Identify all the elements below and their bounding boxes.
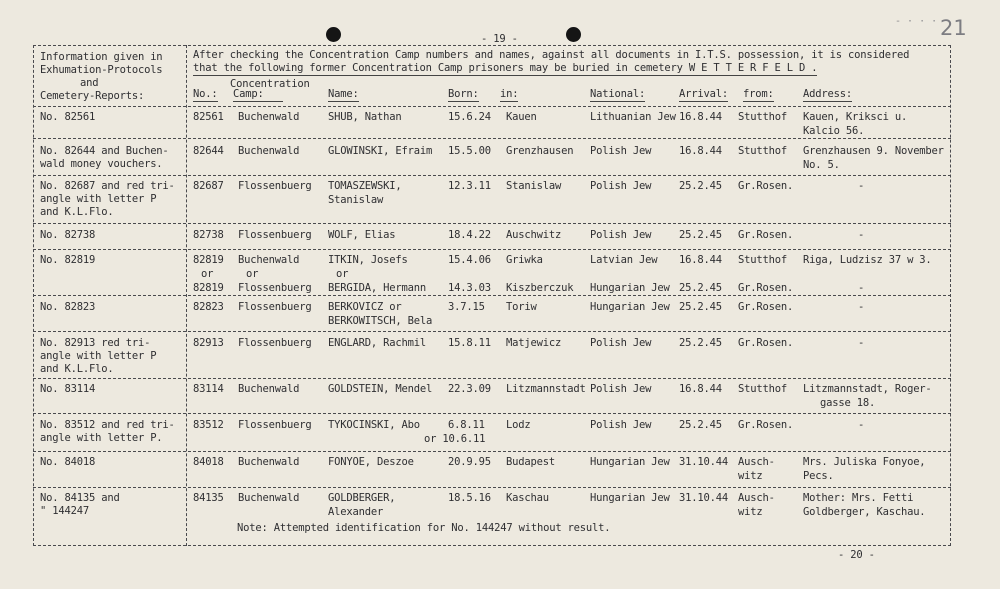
column-header-camp: Camp: [233, 88, 283, 102]
field-camp: or [246, 268, 259, 280]
field-born: 22.3.09 [448, 383, 491, 395]
column-header-from: from: [743, 88, 774, 100]
field-name: or [336, 268, 349, 280]
field-no: 84135 [193, 492, 224, 504]
field-born: 18.5.16 [448, 492, 491, 504]
field-in: Lodz [506, 419, 531, 431]
field-arrival: 31.10.44 [679, 456, 728, 468]
field-no: 82819 [193, 282, 224, 294]
column-header-in: in: [500, 88, 519, 100]
field-born: 20.9.95 [448, 456, 491, 468]
column-header-arrival: Arrival: [679, 88, 728, 100]
field-in: Auschwitz [506, 229, 562, 241]
field-camp: Buchenwald [238, 145, 300, 157]
evidence-reference: " 144247 [40, 505, 89, 517]
evidence-reference: wald money vouchers. [40, 158, 163, 170]
field-no: or [201, 268, 214, 280]
field-national: Polish Jew [590, 229, 652, 241]
evidence-reference: No. 82644 and Buchen- [40, 145, 169, 157]
field-arrival: 25.2.45 [679, 301, 722, 313]
top-page-number: - 19 - [481, 33, 518, 45]
field-no: 82913 [193, 337, 224, 349]
field-in: Toriw [506, 301, 537, 313]
field-in: Stanislaw [506, 180, 562, 192]
field-no: 82561 [193, 111, 224, 123]
field-address: gasse 18. [820, 397, 876, 409]
field-name: GOLDBERGER, [328, 492, 396, 504]
field-name: ITKIN, Josefs [328, 254, 408, 266]
field-national: Polish Jew [590, 419, 652, 431]
field-name: Alexander [328, 506, 384, 518]
field-address: - [858, 229, 865, 241]
field-address: No. 5. [803, 159, 840, 171]
field-in: Budapest [506, 456, 555, 468]
field-born: 15.5.00 [448, 145, 491, 157]
corner-page-number: 21 [940, 16, 967, 40]
column-header-national: National: [590, 88, 646, 100]
field-address: Kalcio 56. [803, 125, 865, 137]
field-no: 83114 [193, 383, 224, 395]
field-from: Stutthof [738, 111, 787, 123]
field-from: Stutthof [738, 254, 787, 266]
evidence-reference: No. 82913 red tri- [40, 337, 151, 349]
field-no: 82819 [193, 254, 224, 266]
field-arrival: 25.2.45 [679, 229, 722, 241]
evidence-reference: No. 84135 and [40, 492, 120, 504]
bottom-border [33, 545, 951, 546]
field-address: - [858, 419, 865, 431]
field-address: Litzmannstadt, Roger- [803, 383, 932, 395]
header-left-line: and [80, 77, 99, 89]
field-born: 15.4.06 [448, 254, 491, 266]
field-address: - [858, 337, 865, 349]
row-divider [33, 138, 951, 139]
field-camp: Flossenbuerg [238, 282, 312, 294]
field-from: Gr.Rosen. [738, 282, 794, 294]
field-camp: Buchenwald [238, 456, 300, 468]
field-born: or 10.6.11 [424, 433, 486, 445]
field-arrival: 25.2.45 [679, 282, 722, 294]
row-divider [33, 413, 951, 414]
field-national: Polish Jew [590, 383, 652, 395]
column-header-name: Name: [328, 88, 359, 100]
field-from: Gr.Rosen. [738, 301, 794, 313]
evidence-reference: and K.L.Flo. [40, 363, 114, 375]
field-born: 12.3.11 [448, 180, 491, 192]
intro-line-2: that the following former Concentration Camp prisoners may be buried in cemetery W E T T E R F E L D . [193, 62, 818, 74]
field-from: Gr.Rosen. [738, 337, 794, 349]
field-address: Mother: Mrs. Fetti [803, 492, 914, 504]
field-name: BERKOWITSCH, Bela [328, 315, 433, 327]
field-arrival: 16.8.44 [679, 145, 722, 157]
field-in: Kauen [506, 111, 537, 123]
field-national: Polish Jew [590, 180, 652, 192]
row-divider [33, 223, 951, 224]
field-arrival: 16.8.44 [679, 111, 722, 123]
field-born: 14.3.03 [448, 282, 491, 294]
column-header-camp-top: Concentration [230, 78, 310, 90]
field-name: SHUB, Nathan [328, 111, 402, 123]
field-from: witz [738, 506, 763, 518]
field-no: 82644 [193, 145, 224, 157]
field-camp: Buchenwald [238, 111, 300, 123]
field-camp: Buchenwald [238, 383, 300, 395]
field-born: 3.7.15 [448, 301, 485, 313]
row-note: Note: Attempted identification for No. 144247 without result. [237, 522, 611, 534]
row-divider [33, 451, 951, 452]
field-in: Kaschau [506, 492, 549, 504]
field-born: 15.8.11 [448, 337, 491, 349]
row-divider [33, 249, 951, 250]
field-address: - [858, 282, 865, 294]
field-address: - [858, 180, 865, 192]
header-left-line: Exhumation-Protocols [40, 64, 163, 76]
header-left-line: Information given in [40, 51, 163, 63]
field-camp: Buchenwald [238, 254, 300, 266]
bottom-page-number: - 20 - [838, 549, 875, 561]
field-from: Ausch- [738, 492, 775, 504]
field-no: 83512 [193, 419, 224, 431]
field-national: Hungarian Jew [590, 282, 670, 294]
field-from: Gr.Rosen. [738, 229, 794, 241]
field-address: - [858, 301, 865, 313]
evidence-reference: angle with letter P. [40, 432, 163, 444]
field-in: Matjewicz [506, 337, 562, 349]
field-national: Lithuanian Jew [590, 111, 676, 123]
row-divider [33, 378, 951, 379]
evidence-reference: and K.L.Flo. [40, 206, 114, 218]
field-in: Litzmannstadt [506, 383, 586, 395]
field-camp: Flossenbuerg [238, 301, 312, 313]
column-header-born: Born: [448, 88, 479, 100]
field-from: witz [738, 470, 763, 482]
field-name: FONYOE, Deszoe [328, 456, 414, 468]
header-divider [33, 106, 951, 107]
field-born: 6.8.11 [448, 419, 485, 431]
punch-hole [326, 27, 341, 42]
evidence-reference: No. 82823 [40, 301, 96, 313]
field-camp: Flossenbuerg [238, 419, 312, 431]
field-camp: Flossenbuerg [238, 229, 312, 241]
field-national: Latvian Jew [590, 254, 658, 266]
field-name: BERKOVICZ or [328, 301, 402, 313]
field-arrival: 25.2.45 [679, 337, 722, 349]
evidence-reference: No. 82738 [40, 229, 96, 241]
field-arrival: 16.8.44 [679, 383, 722, 395]
field-national: Hungarian Jew [590, 492, 670, 504]
evidence-reference: No. 82561 [40, 111, 96, 123]
field-arrival: 31.10.44 [679, 492, 728, 504]
corner-marks: - · · · [895, 16, 938, 27]
row-divider [33, 487, 951, 488]
field-name: WOLF, Elias [328, 229, 396, 241]
field-address: Kauen, Kriksci u. [803, 111, 908, 123]
field-from: Stutthof [738, 383, 787, 395]
field-name: TOMASZEWSKI, [328, 180, 402, 192]
field-national: Polish Jew [590, 337, 652, 349]
field-name: Stanislaw [328, 194, 384, 206]
field-arrival: 25.2.45 [679, 419, 722, 431]
evidence-reference: angle with letter P [40, 350, 157, 362]
field-address: Mrs. Juliska Fonyoe, [803, 456, 926, 468]
field-from: Stutthof [738, 145, 787, 157]
field-address: Goldberger, Kaschau. [803, 506, 926, 518]
field-born: 15.6.24 [448, 111, 491, 123]
field-no: 84018 [193, 456, 224, 468]
column-header-no: No.: [193, 88, 218, 100]
top-border [33, 45, 951, 46]
field-camp: Buchenwald [238, 492, 300, 504]
field-name: GOLDSTEIN, Mendel [328, 383, 433, 395]
field-national: Polish Jew [590, 145, 652, 157]
field-in: Grenzhausen [506, 145, 574, 157]
evidence-reference: No. 83114 [40, 383, 96, 395]
row-divider [33, 295, 951, 296]
field-camp: Flossenbuerg [238, 337, 312, 349]
column-header-address: Address: [803, 88, 852, 100]
field-from: Gr.Rosen. [738, 419, 794, 431]
field-national: Hungarian Jew [590, 301, 670, 313]
field-address: Pecs. [803, 470, 834, 482]
row-divider [33, 175, 951, 176]
field-from: Gr.Rosen. [738, 180, 794, 192]
field-name: BERGIDA, Hermann [328, 282, 426, 294]
field-address: Grenzhausen 9. November [803, 145, 944, 157]
field-in: Kiszberczuk [506, 282, 574, 294]
row-divider [33, 331, 951, 332]
field-name: TYKOCINSKI, Abo [328, 419, 420, 431]
field-arrival: 16.8.44 [679, 254, 722, 266]
field-in: Griwka [506, 254, 543, 266]
field-camp: Flossenbuerg [238, 180, 312, 192]
field-address: Riga, Ludzisz 37 w 3. [803, 254, 932, 266]
punch-hole [566, 27, 581, 42]
field-born: 18.4.22 [448, 229, 491, 241]
evidence-reference: No. 82819 [40, 254, 96, 266]
intro-line-1: After checking the Concentration Camp numbers and names, against all documents in I.T.S. possession, it is considered [193, 49, 910, 61]
field-from: Ausch- [738, 456, 775, 468]
field-name: ENGLARD, Rachmil [328, 337, 426, 349]
field-no: 82687 [193, 180, 224, 192]
field-national: Hungarian Jew [590, 456, 670, 468]
header-left-line: Cemetery-Reports: [40, 90, 145, 102]
evidence-reference: No. 82687 and red tri- [40, 180, 175, 192]
field-no: 82823 [193, 301, 224, 313]
evidence-reference: angle with letter P [40, 193, 157, 205]
field-no: 82738 [193, 229, 224, 241]
evidence-reference: No. 84018 [40, 456, 96, 468]
evidence-reference: No. 83512 and red tri- [40, 419, 175, 431]
field-arrival: 25.2.45 [679, 180, 722, 192]
field-name: GLOWINSKI, Efraim [328, 145, 433, 157]
